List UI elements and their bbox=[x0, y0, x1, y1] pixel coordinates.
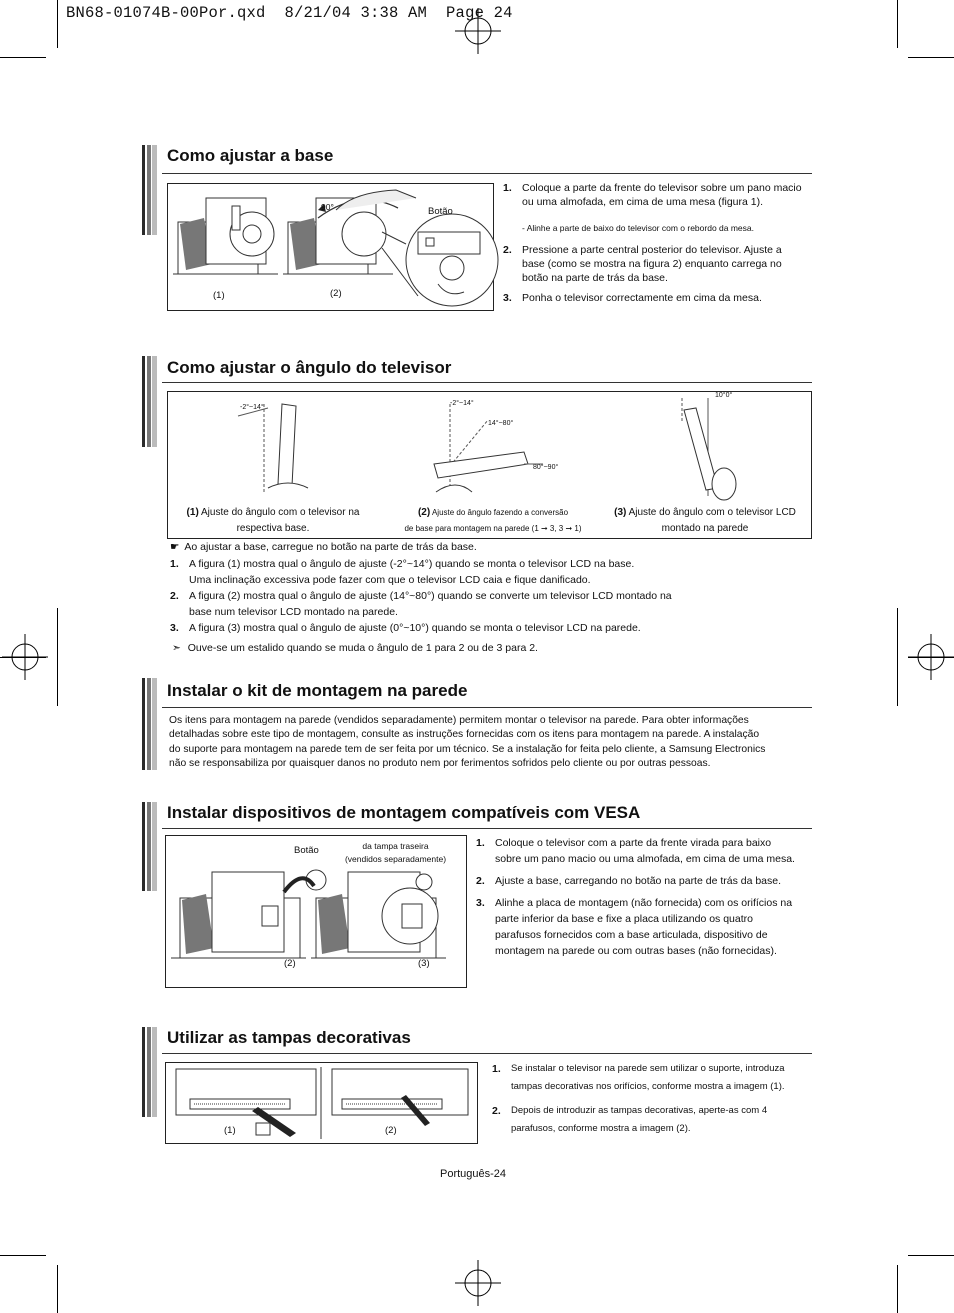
step-list bbox=[492, 1060, 812, 1142]
figure-label: (2) bbox=[330, 288, 342, 299]
section-bar bbox=[142, 678, 157, 770]
step-item: 2. A figura (2) mostra qual o ângulo de ajuste (14°~80°) quando se converte um televisor LCD montado na base num televisor LCD montado na parede. bbox=[170, 590, 672, 618]
registration-mark-bottom bbox=[455, 1260, 501, 1306]
crop-mark bbox=[57, 1265, 58, 1313]
crop-mark bbox=[0, 1255, 46, 1256]
section-title: Como ajustar a base bbox=[167, 146, 334, 165]
crop-mark bbox=[57, 608, 58, 706]
section-bar bbox=[142, 1027, 157, 1117]
figure-angle-adjust bbox=[167, 391, 812, 539]
angle-label: 10°0° bbox=[715, 392, 733, 399]
crop-mark bbox=[908, 657, 954, 658]
pointing-hand-icon: ☛ bbox=[170, 541, 180, 553]
tv-angle-illustration bbox=[168, 392, 811, 502]
step-sub-note: - Alinhe a parte de baixo do televisor com o rebordo da mesa. bbox=[522, 223, 754, 233]
button-label: Botão bbox=[428, 206, 453, 217]
step-list bbox=[476, 835, 812, 959]
crop-mark bbox=[0, 657, 46, 658]
crop-mark bbox=[897, 0, 898, 48]
crop-mark bbox=[897, 1265, 898, 1313]
note-line: ☛ Ao ajustar a base, carregue no botão na parte de trás da base. bbox=[170, 541, 477, 553]
section-title: Utilizar as tampas decorativas bbox=[167, 1028, 411, 1047]
page-number: Português-24 bbox=[440, 1168, 507, 1180]
note-line: ➣ Ouve-se um estalido quando se muda o ângulo de 1 para 2 ou de 3 para 2. bbox=[172, 642, 538, 654]
angle-label: 14°~80° bbox=[488, 420, 514, 427]
section-rule bbox=[162, 828, 812, 829]
figure-label: (1) bbox=[213, 290, 225, 301]
section-title: Instalar dispositivos de montagem compatíveis com VESA bbox=[167, 803, 641, 822]
section-bar bbox=[142, 356, 157, 447]
section-rule bbox=[162, 707, 812, 708]
section-rule bbox=[162, 382, 812, 383]
angle-label: -2°~14° bbox=[450, 400, 474, 407]
section-rule bbox=[162, 1053, 812, 1054]
section-title: Instalar o kit de montagem na parede bbox=[167, 681, 468, 700]
arrow-note-icon: ➣ bbox=[172, 642, 181, 654]
section-title: Como ajustar o ângulo do televisor bbox=[167, 358, 452, 377]
figure-label: (2) bbox=[385, 1125, 397, 1136]
step-item: 1. Coloque o televisor com a parte da frente virada para baixo sobre um pano macio ou uma almofada, em cima de uma mesa. bbox=[476, 837, 795, 865]
crop-mark bbox=[0, 57, 46, 58]
section-rule bbox=[162, 173, 812, 174]
step-item: 3. A figura (3) mostra qual o ângulo de ajuste (0°~10°) quando se monta o televisor LCD na parede. bbox=[170, 622, 641, 634]
figure-caption: (2) Ajuste do ângulo fazendo a conversão de base para montagem na parede (1 ➞ 3, 3 ➞ 1) bbox=[404, 507, 582, 533]
figure-decorative-covers bbox=[165, 1062, 478, 1144]
step-list bbox=[170, 556, 810, 640]
file-header: BN68-01074B-00Por.qxd 8/21/04 3:38 AM Page 24 bbox=[66, 4, 513, 22]
crop-mark bbox=[897, 608, 898, 706]
figure-caption: (1) Ajuste do ângulo com o televisor na respectiva base. bbox=[186, 507, 360, 534]
step-item: 2. Ajuste a base, carregando no botão na parte de trás da base. bbox=[476, 875, 782, 887]
step-item: 2. Depois de introduzir as tampas decorativas, aperte-as com 4 parafusos, conforme mostra a imagem (2). bbox=[492, 1105, 768, 1134]
section-bar bbox=[142, 145, 157, 235]
step-item: 3. Alinhe a placa de montagem (não fornecida) com os orifícios na parte inferior da base e fixe a placa utilizando os quatro parafusos fornecidos com a base articulada, dispositivo de montagem na parede ou com outras bases (não fornecidas). bbox=[476, 897, 793, 957]
figure-label: (1) bbox=[224, 1125, 236, 1136]
figure-label: (3) bbox=[418, 958, 430, 969]
crop-mark bbox=[908, 57, 954, 58]
step-item: 1. Se instalar o televisor na parede sem utilizar o suporte, introduza tampas decorativas nos orifícios, conforme mostra a imagem (1). bbox=[492, 1063, 785, 1092]
figure-vesa-mount bbox=[165, 835, 467, 988]
section-bar bbox=[142, 802, 157, 891]
paragraph: Os itens para montagem na parede (vendidos separadamente) permitem montar o televisor na parede. Para obter informações detalhadas sobre este tipo de montagem, consulte as instruções fornecidas com os itens para montagem na parede. A instalação do suporte para montagem na parede tem de ser feita por um técnico. Se a instalação for feita pelo cliente, a Samsung Electronics não se responsabiliza por quaisquer danos no produto nem por ferimentos sofridos pelo cliente ou por outras pessoas. bbox=[169, 715, 766, 769]
button-label: Botão bbox=[294, 845, 319, 856]
cover-label: da tampa traseira (vendidos separadamente) bbox=[344, 841, 447, 864]
step-item: 1. A figura (1) mostra qual o ângulo de ajuste (-2°~14°) quando se monta o televisor LCD na base. Uma inclinação excessiva pode fazer com que o televisor LCD caia e fique danificado. bbox=[170, 558, 635, 586]
decorative-covers-illustration bbox=[166, 1063, 477, 1143]
angle-label: 80°~90° bbox=[533, 464, 559, 471]
figure-adjust-base bbox=[167, 183, 494, 311]
crop-mark bbox=[57, 0, 58, 48]
angle-label: -2°~14° bbox=[240, 404, 264, 411]
crop-mark bbox=[908, 1255, 954, 1256]
figure-label: (2) bbox=[284, 958, 296, 969]
angle-label: 90° bbox=[321, 202, 334, 212]
figure-caption: (3) Ajuste do ângulo com o televisor LCD montado na parede bbox=[614, 507, 796, 534]
